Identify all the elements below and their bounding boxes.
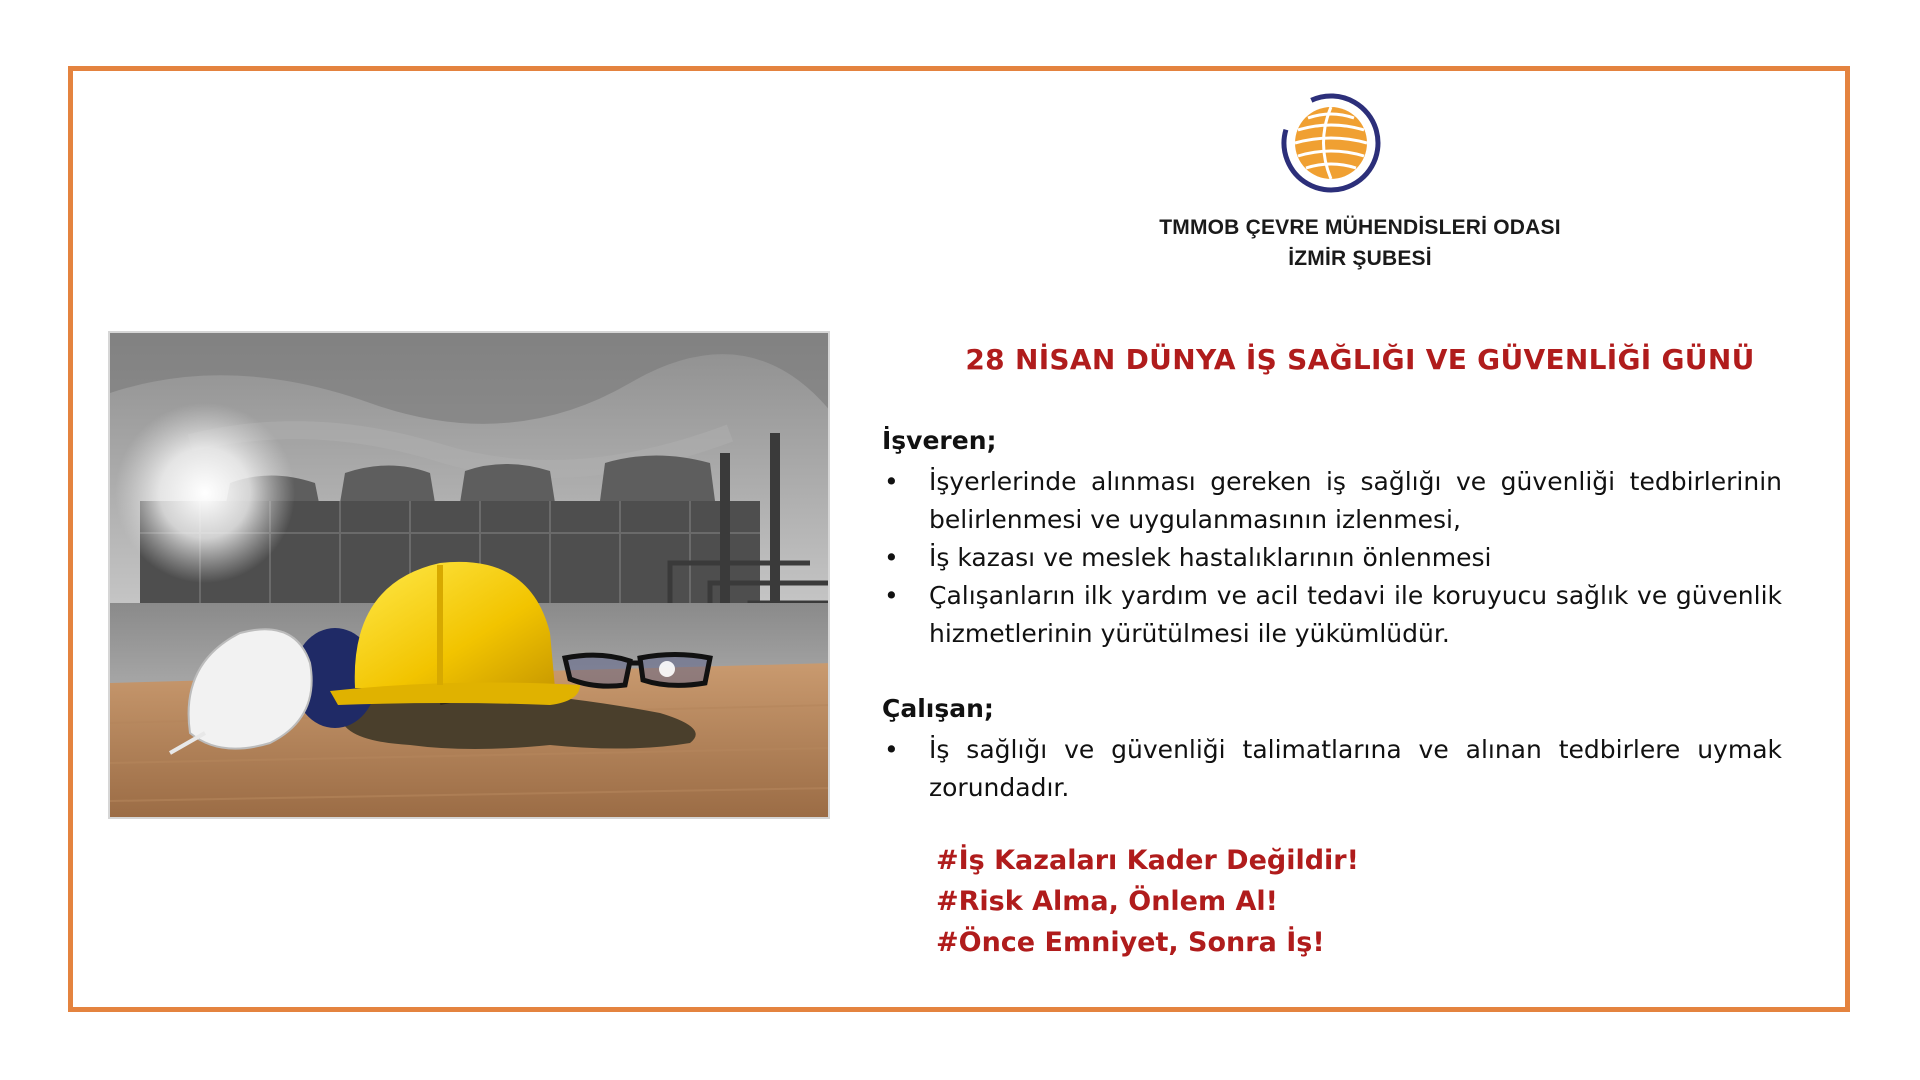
page-title: 28 NİSAN DÜNYA İŞ SAĞLIĞI VE GÜVENLİĞİ GÜNÜ (965, 343, 1755, 376)
hashtag: #Önce Emniyet, Sonra İş! (936, 927, 1325, 958)
organization-branch: İZMİR ŞUBESİ (1288, 247, 1432, 270)
employer-heading: İşveren; (882, 426, 997, 455)
hashtags (936, 840, 1359, 963)
hashtag: #Risk Alma, Önlem Al! (936, 886, 1278, 917)
hashtag: #İş Kazaları Kader Değildir! (936, 845, 1359, 876)
employer-list (882, 463, 1782, 653)
employee-list (882, 731, 1782, 807)
globe-logo-icon (1278, 88, 1384, 196)
list-item: • Çalışanların ilk yardım ve acil tedavi ile koruyucu sağlık ve güvenlik hizmetlerinin yürütülmesi ile yükümlüdür. (882, 577, 1782, 653)
safety-equipment-photo (108, 331, 830, 819)
organization-name: TMMOB ÇEVRE MÜHENDİSLERİ ODASI (1159, 216, 1561, 239)
employee-heading: Çalışan; (882, 694, 994, 723)
list-item: • İş kazası ve meslek hastalıklarının önlenmesi (882, 539, 1782, 577)
list-item: • İş sağlığı ve güvenliği talimatlarına ve alınan tedbirlere uymak zorundadır. (882, 731, 1782, 807)
list-item: • İşyerlerinde alınması gereken iş sağlığı ve güvenliği tedbirlerinin belirlenmesi ve uygulanmasının izlenmesi, (882, 463, 1782, 539)
